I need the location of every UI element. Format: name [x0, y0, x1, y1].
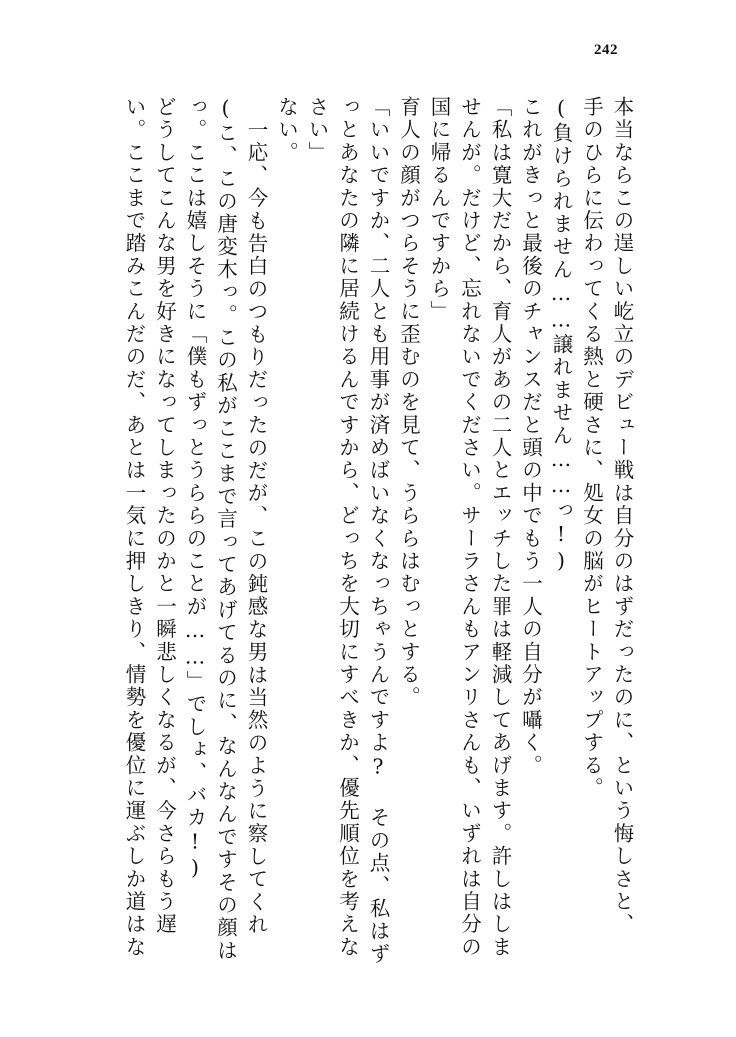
text-line: っ。ここは嬉しそうに「僕もずっとうららのことが……」でしょ、バカ!) [183, 96, 207, 882]
text-line: (こ、この唐変木っ。この私がここまで言ってあげてるのに、なんなんですその顔は [213, 96, 238, 963]
text-line: これがきっと最後のチャンスだと頭の中でもう一人の自分が囁く。 [518, 96, 543, 777]
text-line: 国に帰るんですから」 [427, 96, 451, 323]
text-line: さい」 [305, 96, 329, 165]
text-line: ない。 [274, 96, 299, 165]
text-line: せんが。だけど、忘れないでください。サーラさんもアンリさんも、いずれは自分の [457, 96, 482, 959]
text-line: 「私は寛大だから、育人があの二人とエッチした罪は軽減してあげます。許しはしま [488, 96, 512, 959]
text-line: 一応、今も告白のつもりだったのだが、この鈍感な男は当然のように察してくれ [244, 119, 268, 937]
vertical-text-body [80, 96, 634, 966]
text-line: どうしてこんな男を好きになってしまったのかと一瞬悲しくなるが、今さらもう遅 [152, 96, 177, 936]
text-line: 育人の顔がつらそうに歪むのを見て、うららはむっとする。 [396, 96, 421, 709]
text-line: っとあなたの隣に居続けるんですから、どっちを大切にすべきか、優先順位を考えな [335, 96, 360, 959]
text-line: 「いいですか、二人とも用事が済めばいなくなっちゃうんですよ? その点、私はず [366, 96, 390, 966]
page-number: 242 [594, 42, 618, 58]
text-line: い。ここまで踏みこんだのだ、あとは一気に押しきり、情勢を優位に運ぶしか道はな [122, 96, 146, 959]
text-line: 本当ならこの逞しい屹立のデビュー戦は自分のはずだったのに、という悔しさと、 [610, 96, 634, 936]
text-line: (負けられません……譲れません……っ!) [549, 96, 573, 575]
text-line: 手のひらに伝わってくる熱と硬さに、処女の脳がヒートアップする。 [579, 96, 604, 800]
